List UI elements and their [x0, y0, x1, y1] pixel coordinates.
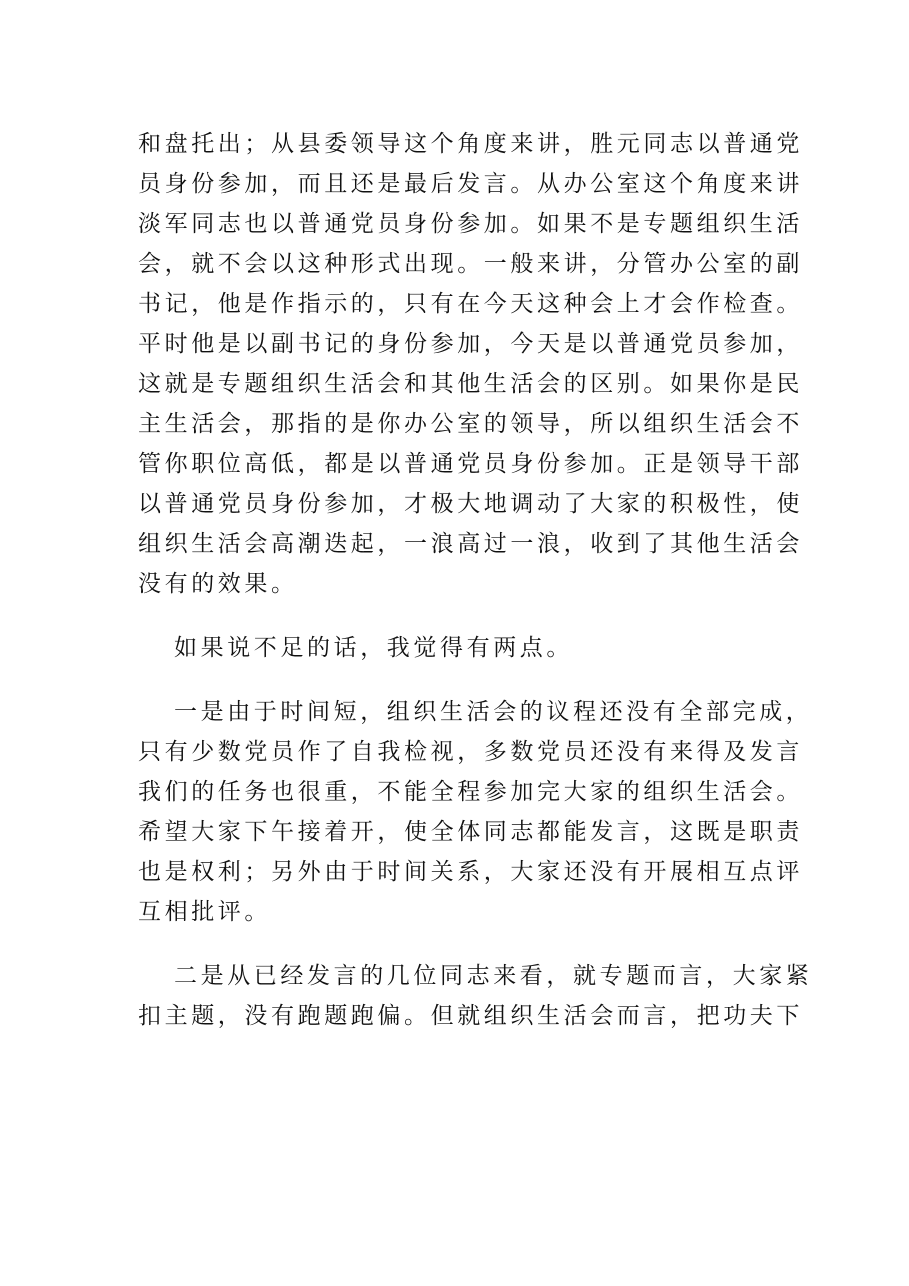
text-line: 会，就不会以这种形式出现。一般来讲，分管办公室的副 [138, 251, 803, 277]
text-line: 一是由于时间短，组织生活会的议程还没有全部完成， [174, 699, 813, 725]
text-line: 互相批评。 [138, 899, 271, 925]
text-line: 淡军同志也以普通党员身份参加。如果不是专题组织生活 [138, 211, 803, 237]
text-line: 和盘托出；从县委领导这个角度来讲，胜元同志以普通党 [138, 131, 803, 157]
text-line: 主生活会，那指的是你办公室的领导，所以组织生活会不 [138, 411, 803, 437]
text-line: 如果说不足的话，我觉得有两点。 [174, 635, 573, 661]
text-line: 管你职位高低，都是以普通党员身份参加。正是领导干部 [138, 451, 803, 477]
text-line: 书记，他是作指示的，只有在今天这种会上才会作检查。 [138, 291, 803, 317]
paragraph-spacer [138, 604, 772, 628]
text-line: 扣主题，没有跑题跑偏。但就组织生活会而言，把功夫下 [138, 1003, 803, 1029]
text-line: 没有的效果。 [138, 571, 298, 597]
text-line: 希望大家下午接着开，使全体同志都能发言，这既是职责 [138, 819, 803, 845]
text-line: 二是从已经发言的几位同志来看，就专题而言，大家紧 [174, 963, 813, 989]
document-body [138, 124, 813, 1036]
text-line: 也是权利；另外由于时间关系，大家还没有开展相互点评 [138, 859, 803, 885]
paragraph-3 [138, 692, 813, 932]
text-line: 只有少数党员作了自我检视，多数党员还没有来得及发言 [138, 739, 803, 765]
text-line: 以普通党员身份参加，才极大地调动了大家的积极性，使 [138, 491, 803, 517]
paragraph-spacer [138, 932, 772, 956]
paragraph-1 [138, 124, 803, 604]
text-line: 员身份参加，而且还是最后发言。从办公室这个角度来讲 [138, 171, 803, 197]
paragraph-2 [138, 628, 772, 668]
paragraph-4 [138, 956, 813, 1036]
text-line: 平时他是以副书记的身份参加，今天是以普通党员参加， [138, 331, 803, 357]
paragraph-spacer [138, 668, 772, 692]
text-line: 我们的任务也很重，不能全程参加完大家的组织生活会。 [138, 779, 803, 805]
text-line: 这就是专题组织生活会和其他生活会的区别。如果你是民 [138, 371, 803, 397]
text-line: 组织生活会高潮迭起，一浪高过一浪，收到了其他生活会 [138, 531, 803, 557]
